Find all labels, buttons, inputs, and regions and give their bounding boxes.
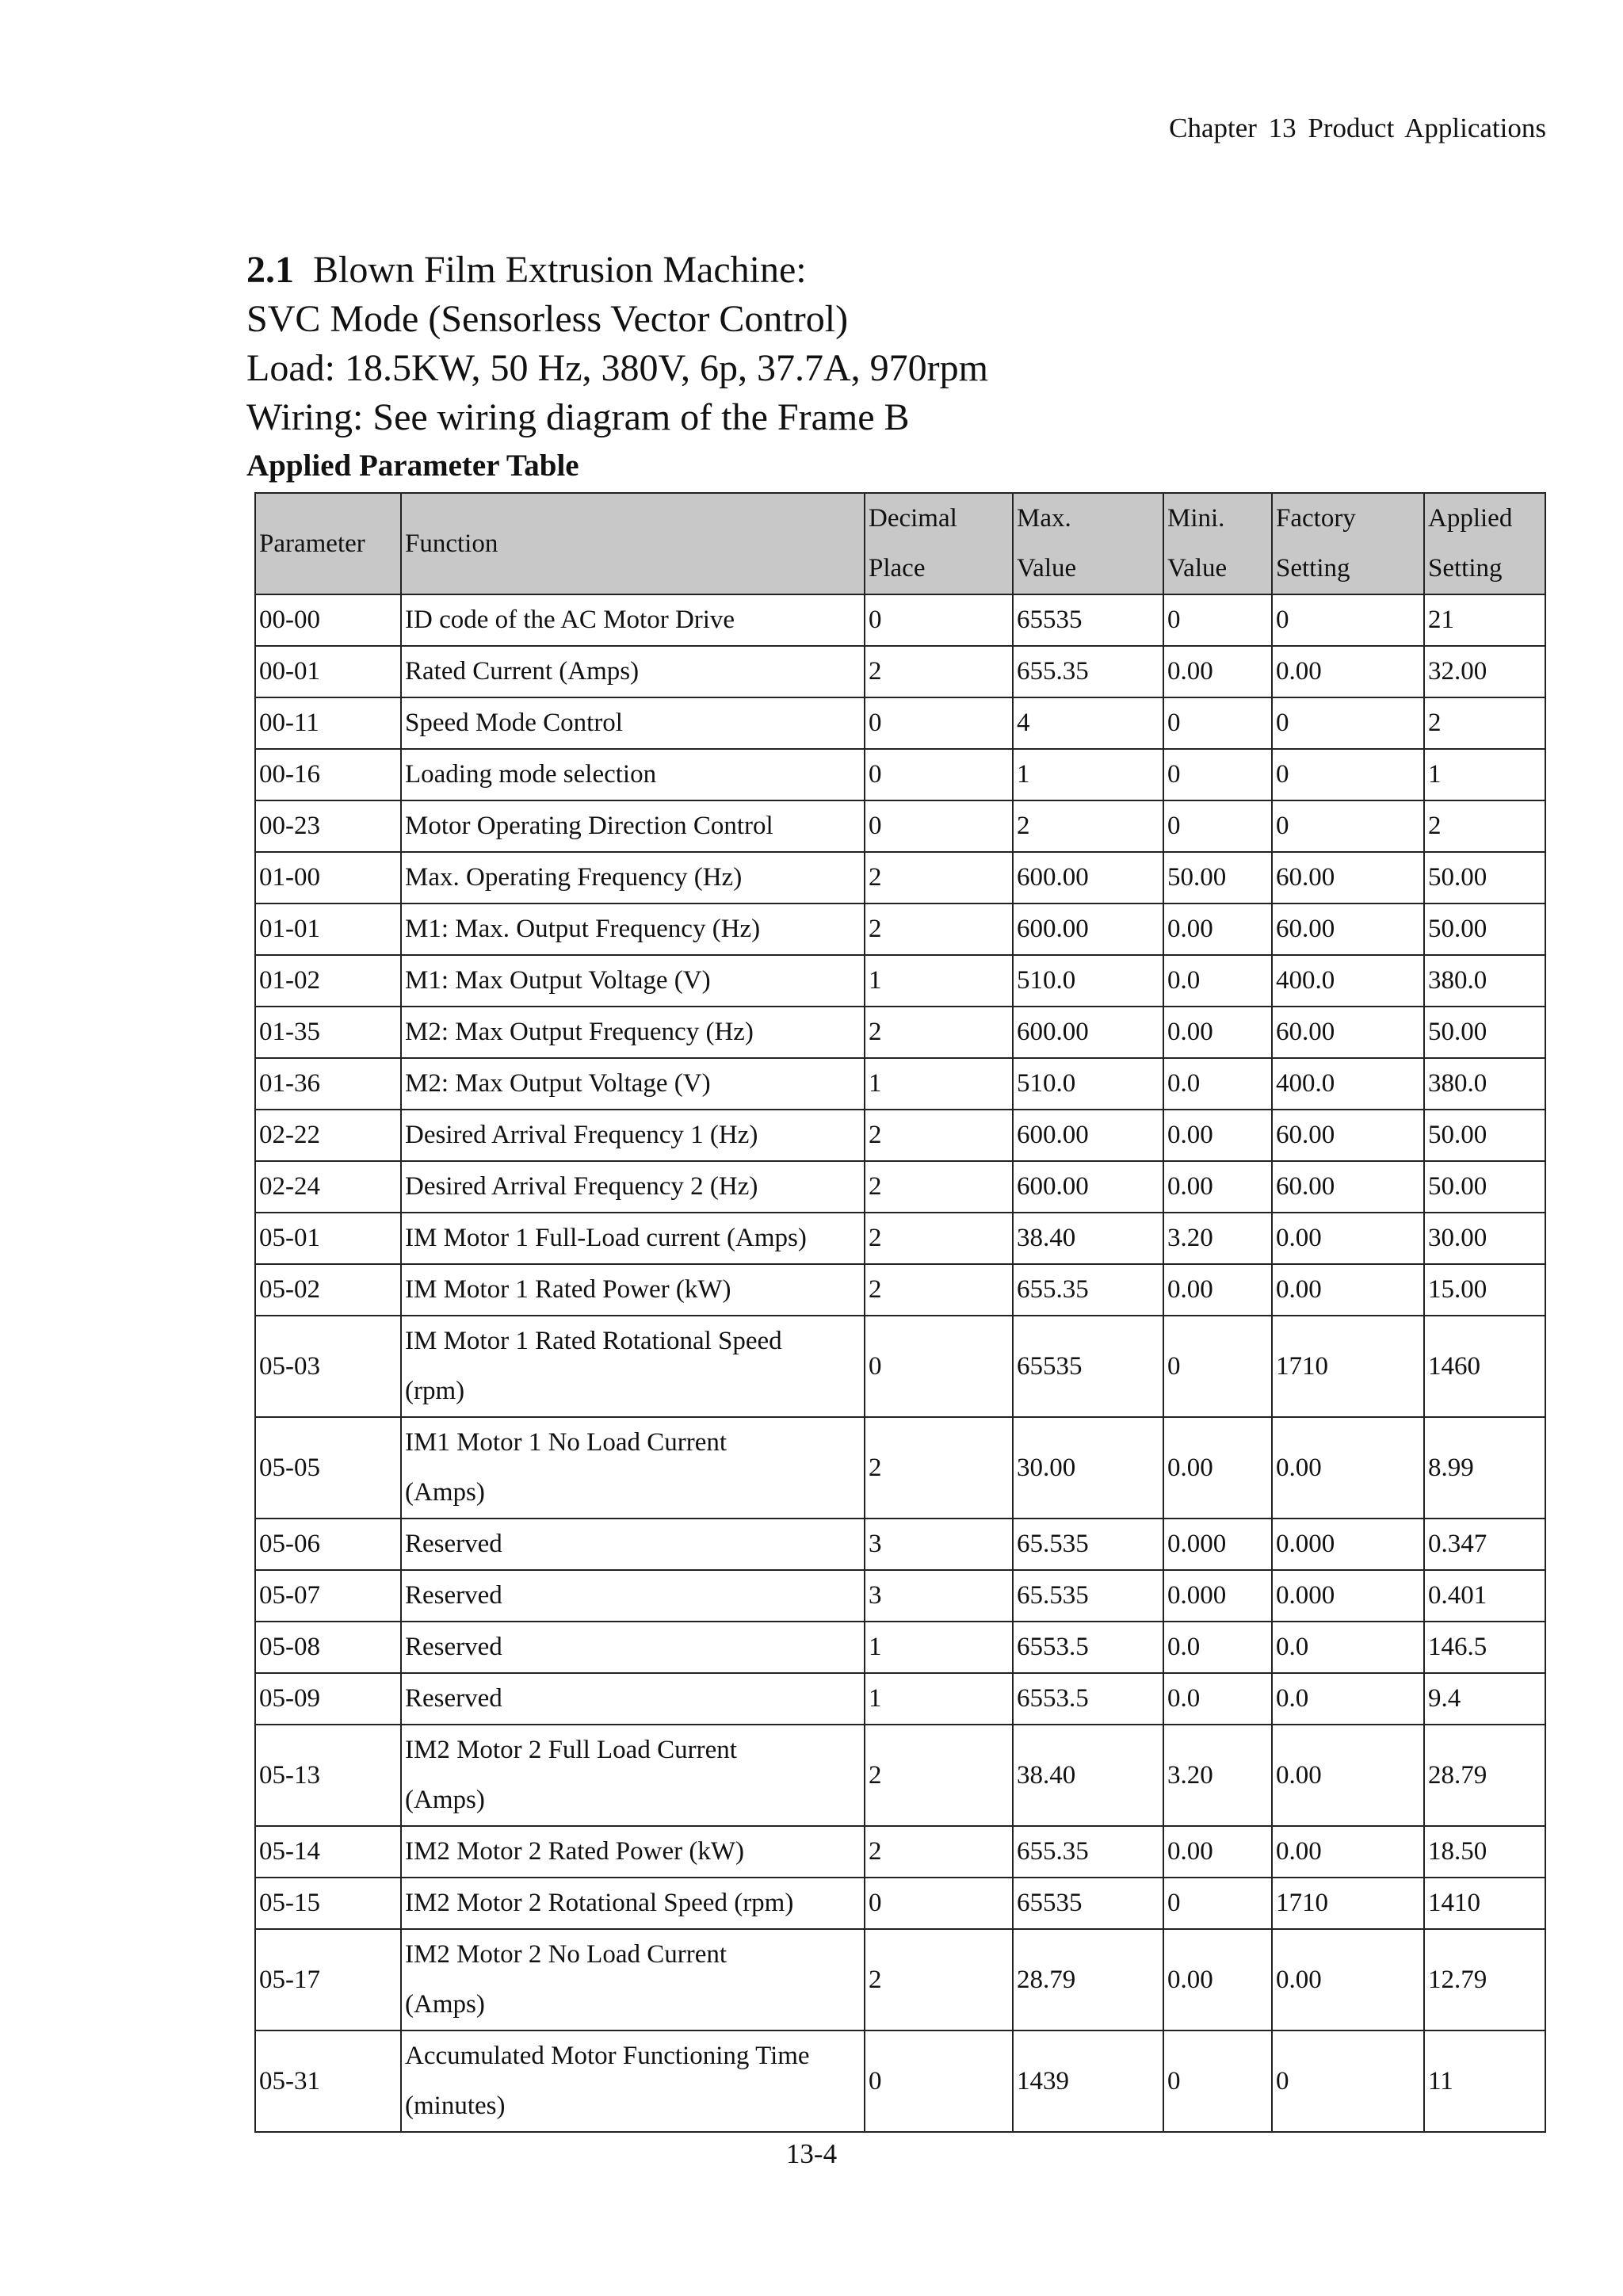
cell-factory-setting: 60.00 (1272, 852, 1424, 904)
cell-factory-setting: 0.00 (1272, 1264, 1424, 1316)
column-header-applied-setting: Applied Setting (1424, 493, 1545, 594)
cell-mini-value: 0.00 (1163, 1929, 1272, 2030)
cell-applied-setting: 380.0 (1424, 955, 1545, 1007)
cell-factory-setting: 0.00 (1272, 646, 1424, 697)
cell-function: Loading mode selection (401, 749, 865, 800)
table-row (255, 1519, 1545, 1570)
column-header-max-value: Max. Value (1013, 493, 1163, 594)
cell-parameter: 05-09 (255, 1673, 401, 1725)
cell-mini-value: 0.00 (1163, 1417, 1272, 1519)
column-header-parameter: Parameter (255, 493, 401, 594)
cell-applied-setting: 9.4 (1424, 1673, 1545, 1725)
cell-applied-setting: 12.79 (1424, 1929, 1545, 2030)
cell-parameter: 05-05 (255, 1417, 401, 1519)
cell-function: IM2 Motor 2 Rated Power (kW) (401, 1826, 865, 1878)
cell-mini-value: 0.00 (1163, 1161, 1272, 1213)
cell-function: Accumulated Motor Functioning Time (minutes) (401, 2030, 865, 2132)
cell-function: Motor Operating Direction Control (401, 800, 865, 852)
cell-factory-setting: 1710 (1272, 1316, 1424, 1417)
cell-applied-setting: 32.00 (1424, 646, 1545, 697)
table-row (255, 800, 1545, 852)
cell-parameter: 01-01 (255, 904, 401, 955)
cell-max-value: 600.00 (1013, 904, 1163, 955)
cell-factory-setting: 60.00 (1272, 1110, 1424, 1161)
cell-applied-setting: 50.00 (1424, 1161, 1545, 1213)
cell-factory-setting: 0.0 (1272, 1673, 1424, 1725)
cell-factory-setting: 60.00 (1272, 904, 1424, 955)
table-row (255, 1058, 1545, 1110)
column-header-mini-value: Mini. Value (1163, 493, 1272, 594)
cell-parameter: 05-07 (255, 1570, 401, 1622)
cell-max-value: 65535 (1013, 594, 1163, 646)
cell-function: IM2 Motor 2 Rotational Speed (rpm) (401, 1878, 865, 1929)
cell-factory-setting: 400.0 (1272, 1058, 1424, 1110)
cell-function: M1: Max Output Voltage (V) (401, 955, 865, 1007)
cell-max-value: 510.0 (1013, 1058, 1163, 1110)
cell-decimal-place: 1 (865, 1673, 1013, 1725)
cell-decimal-place: 2 (865, 646, 1013, 697)
cell-mini-value: 0 (1163, 800, 1272, 852)
table-row (255, 697, 1545, 749)
cell-parameter: 00-00 (255, 594, 401, 646)
cell-function: Desired Arrival Frequency 1 (Hz) (401, 1110, 865, 1161)
cell-decimal-place: 0 (865, 697, 1013, 749)
cell-decimal-place: 2 (865, 1929, 1013, 2030)
cell-mini-value: 0.000 (1163, 1570, 1272, 1622)
cell-factory-setting: 0.000 (1272, 1519, 1424, 1570)
load-spec-line: Load: 18.5KW, 50 Hz, 380V, 6p, 37.7A, 970rpm (246, 347, 988, 389)
table-row (255, 646, 1545, 697)
table-row (255, 594, 1545, 646)
cell-parameter: 00-01 (255, 646, 401, 697)
cell-applied-setting: 1 (1424, 749, 1545, 800)
cell-function: Reserved (401, 1570, 865, 1622)
cell-decimal-place: 0 (865, 2030, 1013, 2132)
cell-mini-value: 0.00 (1163, 904, 1272, 955)
cell-applied-setting: 50.00 (1424, 1007, 1545, 1058)
column-header-function: Function (401, 493, 865, 594)
cell-function: Reserved (401, 1673, 865, 1725)
cell-mini-value: 0.0 (1163, 955, 1272, 1007)
cell-factory-setting: 0.00 (1272, 1826, 1424, 1878)
cell-parameter: 01-36 (255, 1058, 401, 1110)
cell-max-value: 65.535 (1013, 1570, 1163, 1622)
cell-function: M1: Max. Output Frequency (Hz) (401, 904, 865, 955)
cell-max-value: 600.00 (1013, 1110, 1163, 1161)
cell-decimal-place: 0 (865, 1316, 1013, 1417)
cell-factory-setting: 60.00 (1272, 1007, 1424, 1058)
cell-factory-setting: 1710 (1272, 1878, 1424, 1929)
cell-function: ID code of the AC Motor Drive (401, 594, 865, 646)
cell-mini-value: 0.00 (1163, 1007, 1272, 1058)
cell-max-value: 65535 (1013, 1878, 1163, 1929)
cell-mini-value: 0 (1163, 749, 1272, 800)
cell-parameter: 05-13 (255, 1725, 401, 1826)
cell-parameter: 05-03 (255, 1316, 401, 1417)
cell-max-value: 655.35 (1013, 646, 1163, 697)
cell-mini-value: 0.00 (1163, 646, 1272, 697)
cell-mini-value: 0 (1163, 697, 1272, 749)
cell-factory-setting: 0.00 (1272, 1213, 1424, 1264)
cell-function: Reserved (401, 1519, 865, 1570)
cell-applied-setting: 18.50 (1424, 1826, 1545, 1878)
cell-decimal-place: 2 (865, 904, 1013, 955)
table-row (255, 1826, 1545, 1878)
table-row (255, 1929, 1545, 2030)
cell-function: Reserved (401, 1622, 865, 1673)
cell-decimal-place: 2 (865, 1725, 1013, 1826)
cell-parameter: 05-02 (255, 1264, 401, 1316)
cell-applied-setting: 50.00 (1424, 904, 1545, 955)
cell-function: IM2 Motor 2 Full Load Current (Amps) (401, 1725, 865, 1826)
table-row (255, 1264, 1545, 1316)
cell-parameter: 00-11 (255, 697, 401, 749)
section-title-block (246, 246, 988, 442)
section-heading (246, 246, 988, 295)
cell-mini-value: 0 (1163, 594, 1272, 646)
cell-parameter: 05-06 (255, 1519, 401, 1570)
page-number: 13-4 (785, 2138, 838, 2169)
cell-max-value: 28.79 (1013, 1929, 1163, 2030)
cell-max-value: 38.40 (1013, 1213, 1163, 1264)
cell-factory-setting: 0 (1272, 749, 1424, 800)
applied-parameter-table (254, 492, 1546, 2133)
section-title: Blown Film Extrusion Machine: (313, 249, 807, 291)
cell-applied-setting: 28.79 (1424, 1725, 1545, 1826)
cell-applied-setting: 30.00 (1424, 1213, 1545, 1264)
cell-max-value: 6553.5 (1013, 1622, 1163, 1673)
cell-parameter: 05-01 (255, 1213, 401, 1264)
cell-function: IM1 Motor 1 No Load Current (Amps) (401, 1417, 865, 1519)
cell-applied-setting: 50.00 (1424, 852, 1545, 904)
cell-factory-setting: 0.000 (1272, 1570, 1424, 1622)
cell-mini-value: 0.0 (1163, 1058, 1272, 1110)
cell-mini-value: 3.20 (1163, 1725, 1272, 1826)
cell-function: M2: Max Output Frequency (Hz) (401, 1007, 865, 1058)
cell-applied-setting: 2 (1424, 800, 1545, 852)
cell-max-value: 1439 (1013, 2030, 1163, 2132)
cell-mini-value: 50.00 (1163, 852, 1272, 904)
cell-factory-setting: 400.0 (1272, 955, 1424, 1007)
cell-decimal-place: 2 (865, 1826, 1013, 1878)
cell-mini-value: 3.20 (1163, 1213, 1272, 1264)
cell-applied-setting: 0.401 (1424, 1570, 1545, 1622)
cell-max-value: 655.35 (1013, 1264, 1163, 1316)
cell-decimal-place: 0 (865, 749, 1013, 800)
cell-decimal-place: 1 (865, 955, 1013, 1007)
table-row (255, 1161, 1545, 1213)
table-row (255, 1110, 1545, 1161)
cell-max-value: 65535 (1013, 1316, 1163, 1417)
cell-factory-setting: 0.0 (1272, 1622, 1424, 1673)
table-row (255, 1007, 1545, 1058)
cell-factory-setting: 0.00 (1272, 1417, 1424, 1519)
cell-mini-value: 0.0 (1163, 1622, 1272, 1673)
table-title: Applied Parameter Table (246, 449, 579, 483)
cell-decimal-place: 1 (865, 1622, 1013, 1673)
wiring-line: Wiring: See wiring diagram of the Frame B (246, 396, 910, 438)
cell-factory-setting: 0 (1272, 594, 1424, 646)
cell-factory-setting: 0 (1272, 800, 1424, 852)
cell-decimal-place: 2 (865, 1213, 1013, 1264)
cell-decimal-place: 2 (865, 1110, 1013, 1161)
cell-parameter: 00-16 (255, 749, 401, 800)
cell-parameter: 02-24 (255, 1161, 401, 1213)
cell-mini-value: 0 (1163, 2030, 1272, 2132)
cell-function: IM Motor 1 Rated Rotational Speed (rpm) (401, 1316, 865, 1417)
cell-applied-setting: 1460 (1424, 1316, 1545, 1417)
cell-function: Max. Operating Frequency (Hz) (401, 852, 865, 904)
cell-applied-setting: 50.00 (1424, 1110, 1545, 1161)
cell-parameter: 05-15 (255, 1878, 401, 1929)
cell-mini-value: 0.0 (1163, 1673, 1272, 1725)
cell-parameter: 05-14 (255, 1826, 401, 1878)
cell-decimal-place: 2 (865, 1161, 1013, 1213)
table-row (255, 1570, 1545, 1622)
cell-function: IM Motor 1 Full-Load current (Amps) (401, 1213, 865, 1264)
cell-function: IM Motor 1 Rated Power (kW) (401, 1264, 865, 1316)
cell-decimal-place: 2 (865, 1417, 1013, 1519)
table-row (255, 749, 1545, 800)
cell-function: M2: Max Output Voltage (V) (401, 1058, 865, 1110)
cell-decimal-place: 3 (865, 1570, 1013, 1622)
cell-max-value: 655.35 (1013, 1826, 1163, 1878)
cell-max-value: 65.535 (1013, 1519, 1163, 1570)
cell-decimal-place: 0 (865, 1878, 1013, 1929)
cell-mini-value: 0.00 (1163, 1826, 1272, 1878)
cell-function: Speed Mode Control (401, 697, 865, 749)
cell-function: Rated Current (Amps) (401, 646, 865, 697)
cell-decimal-place: 0 (865, 800, 1013, 852)
table-header-row (255, 493, 1545, 594)
cell-applied-setting: 11 (1424, 2030, 1545, 2132)
table-row (255, 1725, 1545, 1826)
table-row (255, 1316, 1545, 1417)
table-row (255, 1417, 1545, 1519)
cell-parameter: 01-00 (255, 852, 401, 904)
cell-mini-value: 0 (1163, 1316, 1272, 1417)
cell-max-value: 2 (1013, 800, 1163, 852)
cell-function: IM2 Motor 2 No Load Current (Amps) (401, 1929, 865, 2030)
cell-max-value: 4 (1013, 697, 1163, 749)
cell-mini-value: 0.00 (1163, 1264, 1272, 1316)
table-row (255, 1622, 1545, 1673)
cell-parameter: 05-08 (255, 1622, 401, 1673)
cell-mini-value: 0.000 (1163, 1519, 1272, 1570)
cell-parameter: 02-22 (255, 1110, 401, 1161)
cell-max-value: 30.00 (1013, 1417, 1163, 1519)
table-row (255, 852, 1545, 904)
cell-parameter: 01-02 (255, 955, 401, 1007)
column-header-factory-setting: Factory Setting (1272, 493, 1424, 594)
cell-applied-setting: 1410 (1424, 1878, 1545, 1929)
table-row (255, 1673, 1545, 1725)
cell-parameter: 05-17 (255, 1929, 401, 2030)
cell-applied-setting: 380.0 (1424, 1058, 1545, 1110)
cell-decimal-place: 2 (865, 1007, 1013, 1058)
cell-factory-setting: 0 (1272, 697, 1424, 749)
table-row (255, 2030, 1545, 2132)
section-number: 2.1 (246, 249, 294, 291)
cell-decimal-place: 2 (865, 1264, 1013, 1316)
column-header-decimal-place: Decimal Place (865, 493, 1013, 594)
cell-max-value: 1 (1013, 749, 1163, 800)
table-body (255, 594, 1545, 2132)
cell-factory-setting: 0.00 (1272, 1929, 1424, 2030)
cell-decimal-place: 0 (865, 594, 1013, 646)
cell-decimal-place: 3 (865, 1519, 1013, 1570)
cell-applied-setting: 0.347 (1424, 1519, 1545, 1570)
table-row (255, 955, 1545, 1007)
cell-applied-setting: 21 (1424, 594, 1545, 646)
table-row (255, 904, 1545, 955)
cell-applied-setting: 146.5 (1424, 1622, 1545, 1673)
cell-decimal-place: 2 (865, 852, 1013, 904)
cell-factory-setting: 60.00 (1272, 1161, 1424, 1213)
cell-applied-setting: 15.00 (1424, 1264, 1545, 1316)
table-row (255, 1213, 1545, 1264)
cell-max-value: 6553.5 (1013, 1673, 1163, 1725)
cell-parameter: 05-31 (255, 2030, 401, 2132)
cell-max-value: 38.40 (1013, 1725, 1163, 1826)
cell-max-value: 600.00 (1013, 1161, 1163, 1213)
cell-parameter: 01-35 (255, 1007, 401, 1058)
cell-mini-value: 0.00 (1163, 1110, 1272, 1161)
chapter-header: Chapter 13 Product Applications (1169, 113, 1546, 143)
cell-factory-setting: 0 (1272, 2030, 1424, 2132)
cell-parameter: 00-23 (255, 800, 401, 852)
cell-applied-setting: 2 (1424, 697, 1545, 749)
control-mode-line: SVC Mode (Sensorless Vector Control) (246, 298, 849, 340)
cell-max-value: 600.00 (1013, 1007, 1163, 1058)
cell-function: Desired Arrival Frequency 2 (Hz) (401, 1161, 865, 1213)
cell-mini-value: 0 (1163, 1878, 1272, 1929)
cell-decimal-place: 1 (865, 1058, 1013, 1110)
cell-max-value: 600.00 (1013, 852, 1163, 904)
table-row (255, 1878, 1545, 1929)
cell-max-value: 510.0 (1013, 955, 1163, 1007)
cell-applied-setting: 8.99 (1424, 1417, 1545, 1519)
cell-factory-setting: 0.00 (1272, 1725, 1424, 1826)
